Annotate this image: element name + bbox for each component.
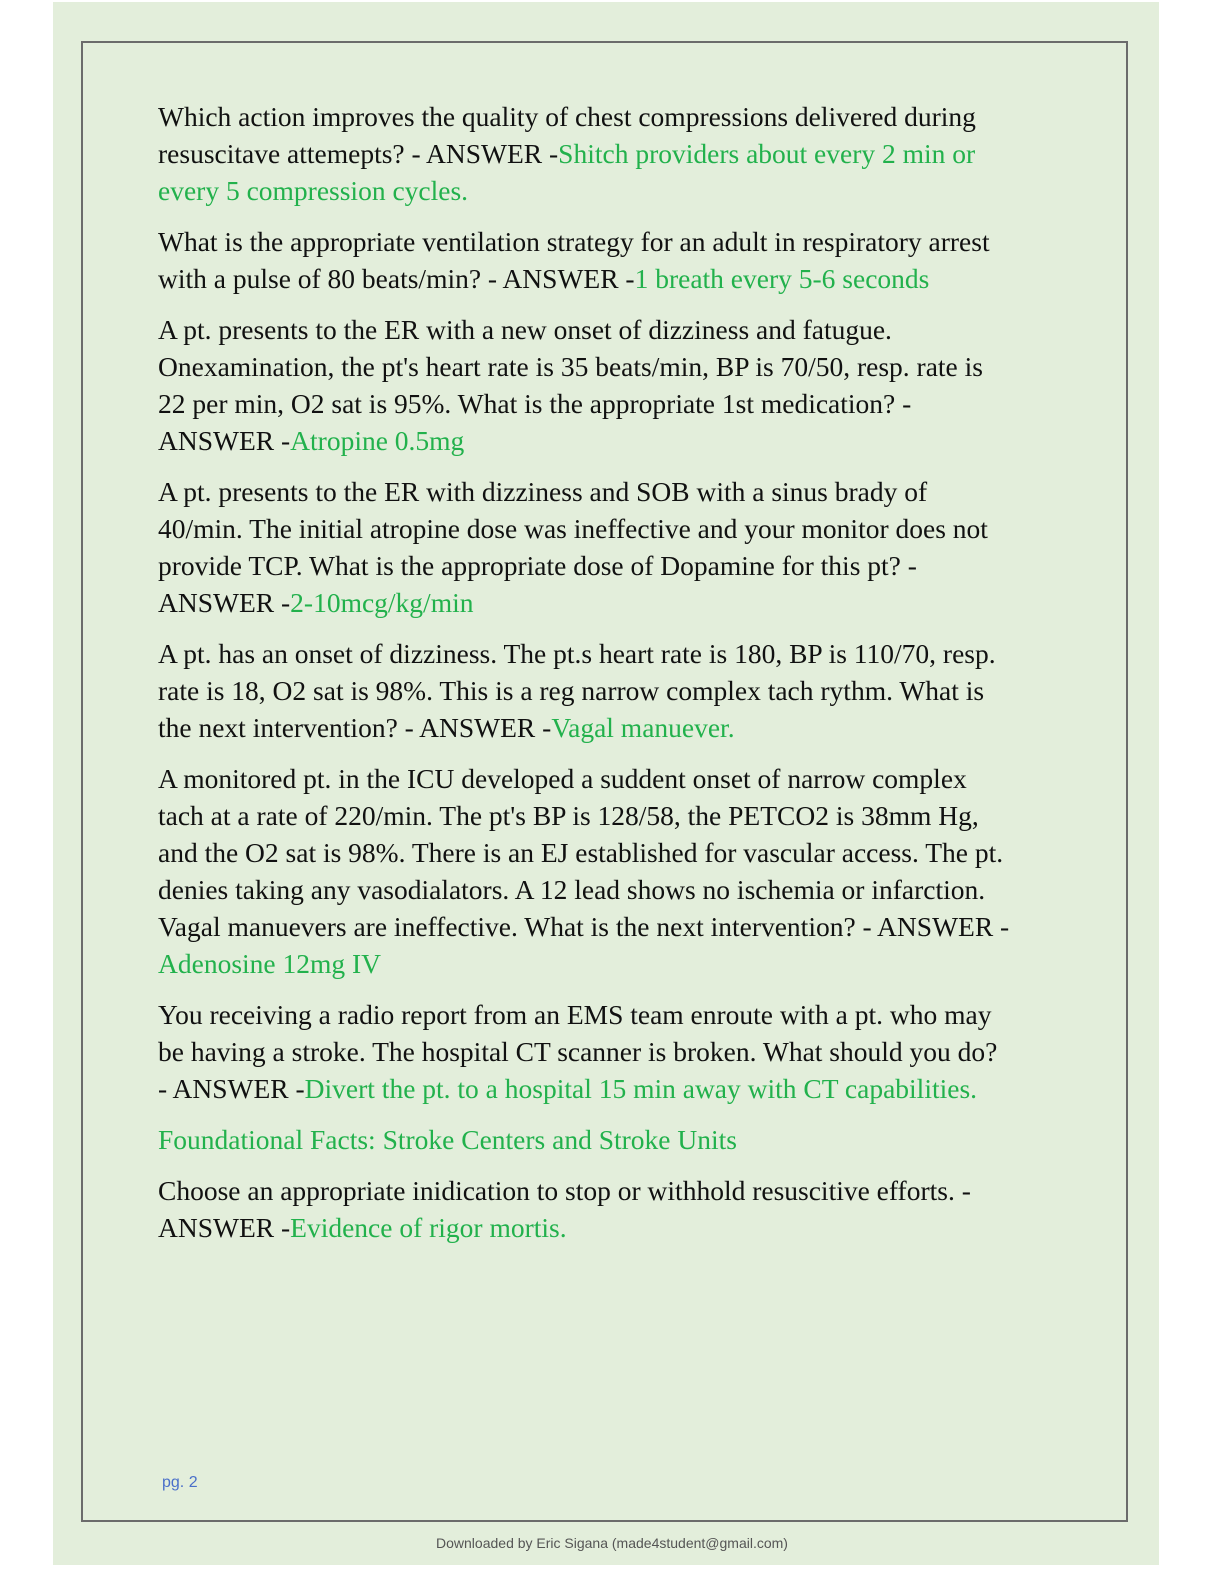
question-text: A pt. presents to the ER with a new onset of dizziness and fatugue. Onexamination, the pt's heart rate is 35 beats/min, BP is 70/50, resp. rate is 22 per min, O2 sat is 95%. What is the appropriate 1st medication? - ANSWER - — [158, 314, 983, 456]
question-text: You receiving a radio report from an EMS team enroute with a pt. who may be having a stroke. The hospital CT scanner is broken. What should you do? - ANSWER - — [158, 999, 998, 1104]
qa-content — [158, 98, 1013, 1260]
qa-item-final — [158, 1172, 1013, 1246]
qa-item-5 — [158, 635, 1013, 746]
answer-text: 2-10mcg/kg/min — [290, 587, 474, 618]
qa-item-4 — [158, 473, 1013, 621]
qa-item-6 — [158, 760, 1013, 982]
answer-text: Atropine 0.5mg — [290, 425, 465, 456]
question-text: Choose an appropriate inidication to stop or withhold resuscitive efforts. - ANSWER - — [158, 1175, 971, 1243]
question-text: What is the appropriate ventilation strategy for an adult in respiratory arrest with a pulse of 80 beats/min? - ANSWER - — [158, 226, 990, 294]
question-text: A pt. has an onset of dizziness. The pt.s heart rate is 180, BP is 110/70, resp. rate is 18, O2 sat is 98%. This is a reg narrow complex tach rythm. What is the next intervention? - ANSWER - — [158, 638, 996, 743]
question-text: Which action improves the quality of chest compressions delivered during resuscitave attemepts? - ANSWER - — [158, 101, 976, 169]
answer-text: Divert the pt. to a hospital 15 min away with CT capabilities. — [304, 1073, 978, 1104]
page-number: pg. 2 — [162, 1474, 198, 1491]
document-page — [53, 2, 1159, 1565]
qa-item-3 — [158, 311, 1013, 459]
answer-text: Adenosine 12mg IV — [158, 948, 382, 979]
answer-text: 1 breath every 5-6 seconds — [634, 263, 930, 294]
question-text: A monitored pt. in the ICU developed a suddent onset of narrow complex tach at a rate of 220/min. The pt's BP is 128/58, the PETCO2 is 38mm Hg, and the O2 sat is 98%. There is an EJ established for vascular access. The pt. denies taking any vasodialators. A 12 lead shows no ischemia or infarction. Vagal manuevers are ineffective. What is the next intervention? - ANSWER - — [158, 763, 1010, 942]
section-heading: Foundational Facts: Stroke Centers and Stroke Units — [158, 1124, 737, 1155]
answer-text: Shitch providers about every 2 min or every 5 compression cycles. — [158, 138, 976, 206]
question-text: A pt. presents to the ER with dizziness and SOB with a sinus brady of 40/min. The initial atropine dose was ineffective and your monitor does not provide TCP. What is the appropriate dose of Dopamine for this pt? - ANSWER - — [158, 476, 988, 618]
qa-item-2 — [158, 223, 1013, 297]
answer-text: Vagal manuever. — [551, 712, 735, 743]
answer-text: Evidence of rigor mortis. — [290, 1212, 567, 1243]
qa-item-7 — [158, 996, 1013, 1107]
download-footer: Downloaded by Eric Sigana (made4student@gmail.com) — [436, 1535, 788, 1551]
qa-item-1 — [158, 98, 1013, 209]
